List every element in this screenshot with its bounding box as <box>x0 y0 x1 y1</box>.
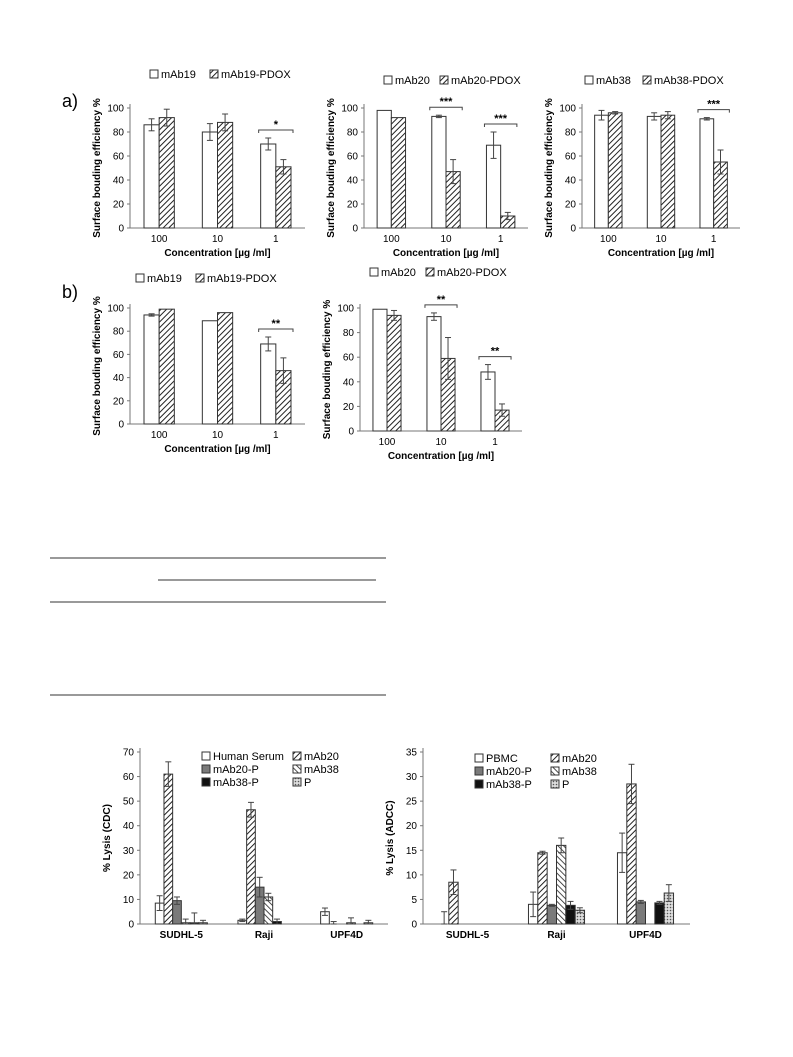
bar-mab20 <box>164 774 173 924</box>
x-tick-label: 10 <box>440 234 452 245</box>
legend-swatch <box>475 754 483 762</box>
legend-entry: P <box>304 777 312 789</box>
legend-swatch <box>440 76 448 84</box>
y-tick-label: 40 <box>112 373 124 385</box>
chart-b2 <box>322 267 522 462</box>
legend-swatch <box>475 767 483 775</box>
bar-mab20-p <box>636 902 645 924</box>
legend-entry: mAb38-P <box>486 779 532 791</box>
legend-entry: mAb20 <box>395 75 430 87</box>
y-tick-label: 0 <box>352 223 358 235</box>
y-tick-label: 80 <box>342 328 354 340</box>
bar-mab20 <box>538 853 547 924</box>
bar-mab38 <box>557 845 566 924</box>
x-tick-label: UPF4D <box>330 930 364 941</box>
legend-entry: mAb19-PDOX <box>221 69 291 81</box>
bar-mab38-pdox <box>608 113 622 228</box>
significance-label: * <box>273 119 278 131</box>
significance-label: *** <box>439 96 453 109</box>
bar-mab19-pdox <box>159 118 174 228</box>
x-tick-label: 10 <box>655 234 667 245</box>
legend-entry: mAb20-PDOX <box>451 75 521 87</box>
x-tick-label: 10 <box>211 430 224 441</box>
x-tick-label: 100 <box>599 234 617 245</box>
legend-swatch <box>384 76 392 84</box>
panel-label-a: a) <box>62 91 79 111</box>
x-tick-label: SUDHL-5 <box>445 930 490 941</box>
legend-swatch <box>551 767 559 775</box>
significance-label: ** <box>271 318 281 330</box>
legend-swatch <box>643 76 651 84</box>
legend-entry: P <box>562 779 570 791</box>
x-tick-label: 1 <box>273 430 279 441</box>
legend-swatch <box>202 752 210 760</box>
y-tick-label: 40 <box>342 377 354 389</box>
y-tick-label: 100 <box>341 103 358 115</box>
y-tick-label: 100 <box>559 103 576 115</box>
y-tick-label: 0 <box>411 919 417 931</box>
bar-mab19 <box>202 321 217 424</box>
bar-mab20 <box>432 116 446 228</box>
y-tick-label: 10 <box>122 894 134 906</box>
legend-swatch <box>293 778 301 786</box>
legend-swatch <box>551 754 559 762</box>
legend-entry: mAb38-PDOX <box>654 75 724 87</box>
chart-b1 <box>92 273 305 455</box>
bar-mab19 <box>144 315 159 424</box>
legend-swatch <box>293 752 301 760</box>
x-tick-label: SUDHL-5 <box>159 930 204 941</box>
legend-entry: PBMC <box>486 753 518 765</box>
legend-swatch <box>293 765 301 773</box>
legend-swatch <box>585 76 593 84</box>
y-axis-label: Surface bouding efficiency % <box>322 299 333 440</box>
legend-entry: mAb38 <box>304 764 339 776</box>
y-tick-label: 10 <box>405 870 417 882</box>
y-tick-label: 60 <box>112 151 124 163</box>
x-tick-label: Raji <box>254 930 274 941</box>
bar-mab19-pdox <box>218 122 233 228</box>
y-tick-label: 0 <box>118 419 124 431</box>
legend-entry: mAb20 <box>304 751 339 763</box>
significance-label: ** <box>490 345 500 358</box>
x-axis-label: Concentration [µg /ml] <box>387 451 495 462</box>
bar-mab20 <box>247 810 256 924</box>
bar-mab20 <box>481 372 495 431</box>
legend-entry: mAb38-P <box>213 777 259 789</box>
y-tick-label: 60 <box>342 352 354 364</box>
y-tick-label: 80 <box>112 326 124 338</box>
y-tick-label: 40 <box>564 175 576 187</box>
bar-mab38-pdox <box>661 115 675 228</box>
legend-swatch <box>150 70 158 78</box>
y-axis-label: Surface bouding efficiency % <box>92 98 103 238</box>
y-tick-label: 20 <box>346 199 358 211</box>
bar-mab19-pdox <box>218 313 233 424</box>
legend-swatch <box>202 765 210 773</box>
legend-swatch <box>210 70 218 78</box>
y-tick-label: 60 <box>112 349 124 361</box>
x-tick-label: 10 <box>211 234 224 245</box>
bar-mab19-pdox <box>276 167 291 228</box>
x-axis-label: Concentration [µg /ml] <box>164 248 271 259</box>
legend-swatch <box>370 268 378 276</box>
bar-mab19 <box>202 132 217 228</box>
y-tick-label: 100 <box>107 303 124 315</box>
chart-a2 <box>326 75 528 259</box>
x-tick-label: 100 <box>150 234 168 245</box>
bar-mab19 <box>144 125 159 228</box>
y-tick-label: 80 <box>564 127 576 139</box>
y-tick-label: 40 <box>122 821 134 833</box>
y-tick-label: 20 <box>564 199 576 211</box>
legend-entry: mAb20-PDOX <box>437 267 507 279</box>
bar-mab20-pdox <box>387 315 401 431</box>
y-tick-label: 20 <box>112 396 124 408</box>
y-tick-label: 0 <box>118 223 124 235</box>
x-axis-label: Concentration [µg /ml] <box>164 444 271 455</box>
x-tick-label: UPF4D <box>629 930 662 941</box>
y-tick-label: 70 <box>122 747 134 759</box>
bar-mab38 <box>595 115 609 228</box>
bar-mab20 <box>377 110 391 228</box>
legend-swatch <box>196 274 204 282</box>
bar-mab20 <box>627 784 636 924</box>
x-tick-label: Raji <box>547 930 566 941</box>
x-tick-label: 100 <box>378 437 396 448</box>
y-tick-label: 100 <box>337 303 354 315</box>
bar-mab20 <box>373 309 387 431</box>
x-tick-label: 1 <box>273 234 279 245</box>
y-axis-label: Surface bouding efficiency % <box>544 98 555 238</box>
y-tick-label: 80 <box>346 127 358 139</box>
y-tick-label: 25 <box>405 796 417 808</box>
legend-entry: mAb20-P <box>486 766 532 778</box>
y-tick-label: 0 <box>348 426 354 438</box>
chart-c1 <box>102 748 388 942</box>
y-tick-label: 40 <box>112 175 124 187</box>
y-tick-label: 15 <box>405 845 417 857</box>
legend-entry: mAb19-PDOX <box>207 273 277 285</box>
y-tick-label: 20 <box>122 870 134 882</box>
x-tick-label: 1 <box>492 437 498 448</box>
x-axis-label: Concentration [µg /ml] <box>607 248 715 259</box>
legend-swatch <box>475 780 483 788</box>
y-tick-label: 20 <box>112 199 124 211</box>
bar-mab20 <box>427 317 441 431</box>
y-tick-label: 80 <box>112 127 124 139</box>
y-tick-label: 0 <box>570 223 576 235</box>
legend-swatch <box>136 274 144 282</box>
chart-a1 <box>92 69 305 259</box>
y-tick-label: 30 <box>405 772 417 784</box>
y-tick-label: 0 <box>128 919 134 931</box>
legend-swatch <box>426 268 434 276</box>
y-tick-label: 100 <box>107 103 124 115</box>
bar-mab19-pdox <box>159 309 174 424</box>
legend-entry: Human Serum <box>213 751 284 763</box>
significance-label: ** <box>436 293 446 306</box>
y-tick-label: 40 <box>346 175 358 187</box>
x-tick-label: 100 <box>150 430 168 441</box>
legend-entry: mAb19 <box>161 69 196 81</box>
y-tick-label: 60 <box>346 151 358 163</box>
y-tick-label: 30 <box>122 845 134 857</box>
x-tick-label: 1 <box>710 234 717 245</box>
legend-entry: mAb19 <box>147 273 182 285</box>
y-tick-label: 20 <box>405 821 417 833</box>
y-axis-label: Surface bouding efficiency % <box>92 296 103 436</box>
y-axis-label: % Lysis (CDC) <box>102 804 113 872</box>
x-tick-label: 1 <box>497 234 504 245</box>
bar-mab19 <box>261 144 276 228</box>
significance-label: *** <box>707 98 721 111</box>
legend-swatch <box>202 778 210 786</box>
bar-mab19 <box>261 344 276 424</box>
bar-mab38 <box>700 119 714 228</box>
y-tick-label: 5 <box>411 894 417 906</box>
y-tick-label: 20 <box>342 401 354 413</box>
y-axis-label: % Lysis (ADCC) <box>385 800 396 876</box>
y-tick-label: 60 <box>122 772 134 784</box>
legend-entry: mAb20 <box>562 753 597 765</box>
legend-entry: mAb20 <box>381 267 416 279</box>
x-axis-label: Concentration [µg /ml] <box>392 248 500 259</box>
y-tick-label: 35 <box>405 747 417 759</box>
y-axis-label: Surface bouding efficiency % <box>326 98 337 238</box>
bar-mab38 <box>647 116 661 228</box>
y-tick-label: 60 <box>564 151 576 163</box>
x-tick-label: 10 <box>435 437 447 448</box>
charts-layer <box>92 69 740 941</box>
legend-entry: mAb38 <box>562 766 597 778</box>
chart-c2 <box>385 748 690 942</box>
bar-mab20-p <box>547 905 556 924</box>
legend-swatch <box>551 780 559 788</box>
chart-a3 <box>544 75 740 259</box>
panel-label-b: b) <box>62 282 79 302</box>
y-tick-label: 50 <box>122 796 134 808</box>
legend-entry: mAb20-P <box>213 764 259 776</box>
bar-mab38-p <box>655 903 664 924</box>
bar-mab20-pdox <box>391 118 405 228</box>
x-tick-label: 100 <box>382 234 400 245</box>
legend-entry: mAb38 <box>596 75 631 87</box>
significance-label: *** <box>494 113 508 125</box>
